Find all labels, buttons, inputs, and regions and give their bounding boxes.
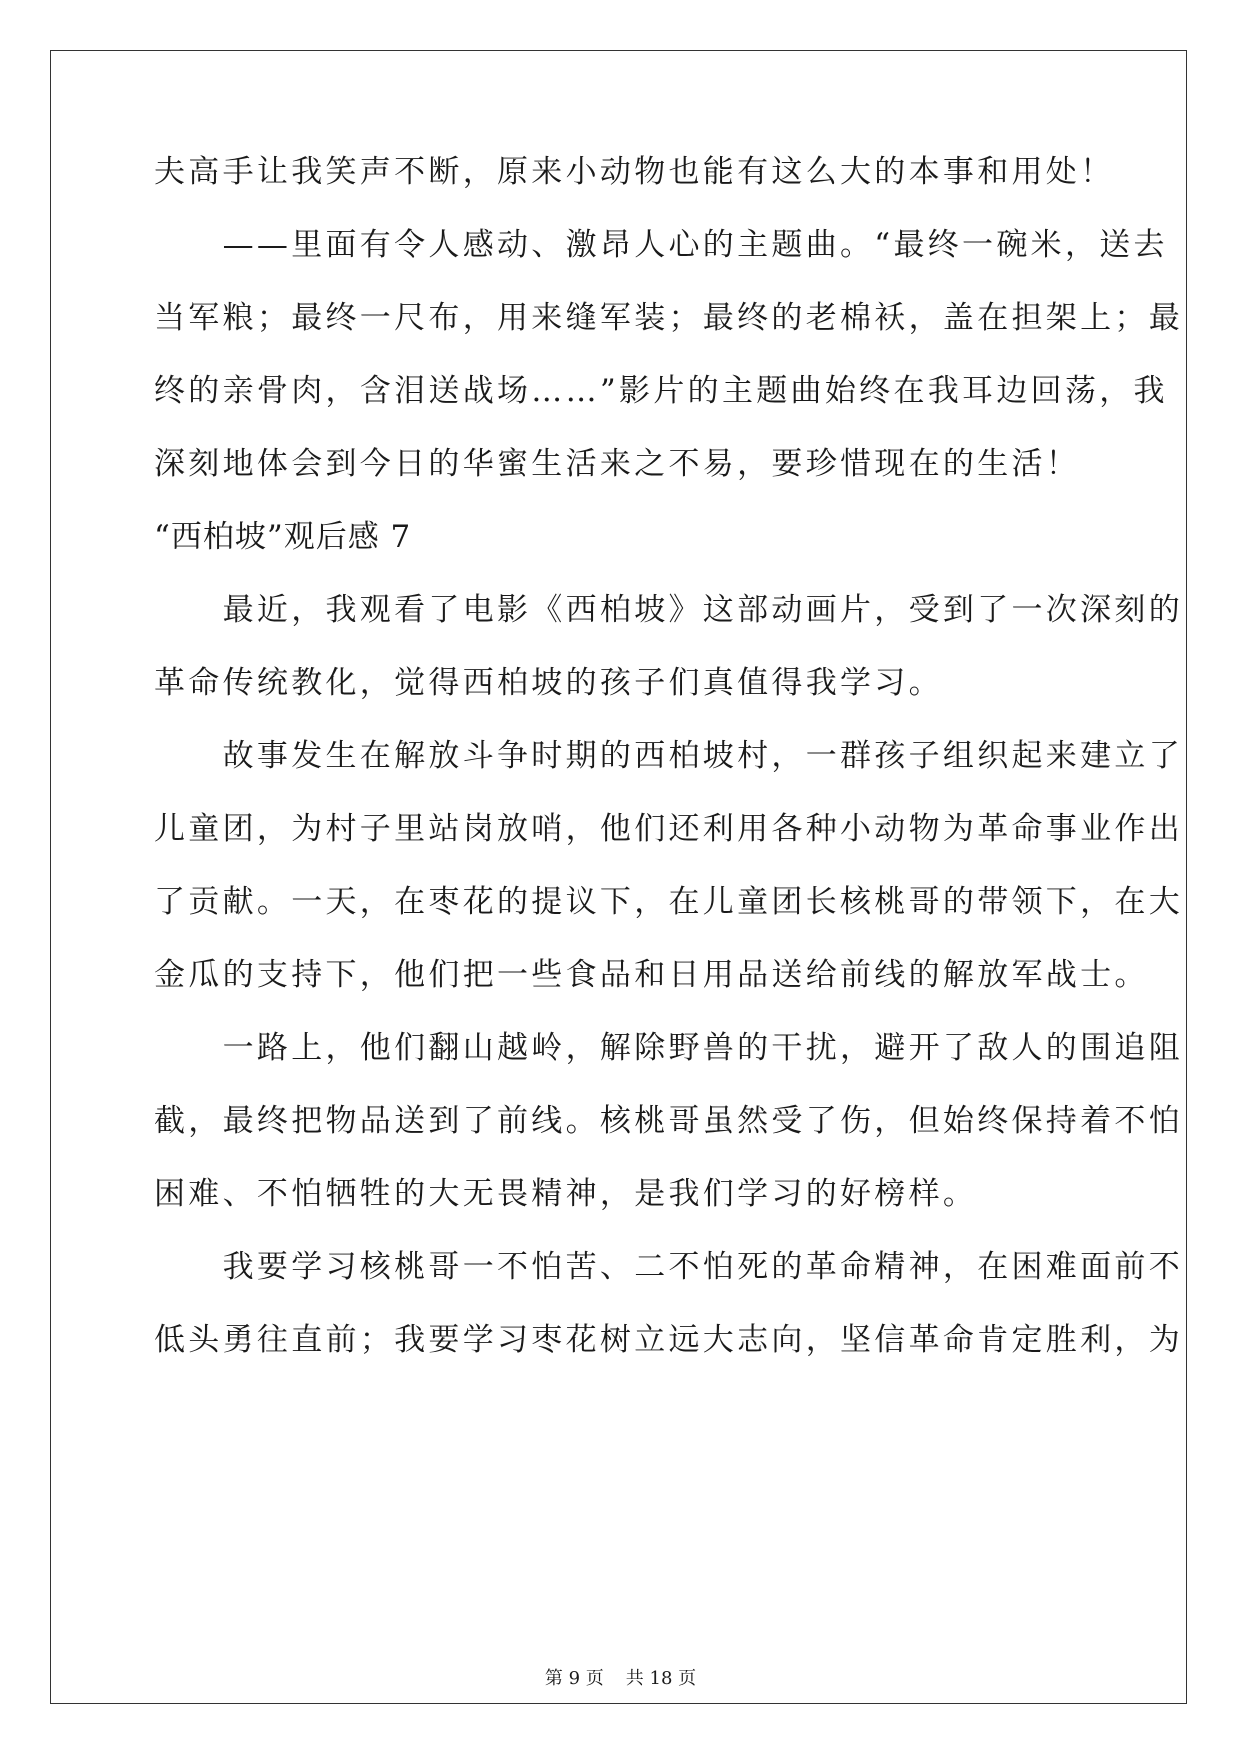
body-line: 革命传统教化，觉得西柏坡的孩子们真值得我学习。 [154,665,943,701]
body-line: 儿童团，为村子里站岗放哨，他们还利用各种小动物为革命事业作出 [154,811,1183,847]
body-line: ——里面有令人感动、激昂人心的主题曲。“最终一碗米，送去 [154,227,1168,263]
body-line: 一路上，他们翻山越岭，解除野兽的干扰，避开了敌人的围追阻 [154,1030,1183,1066]
body-line: 截，最终把物品送到了前线。核桃哥虽然受了伤，但始终保持着不怕 [154,1103,1183,1139]
page-number: 第 9 页 [544,1668,604,1689]
body-line: 金瓜的支持下，他们把一些食品和日用品送给前线的解放军战士。 [154,957,1149,993]
body-line: 低头勇往直前；我要学习枣花树立远大志向，坚信革命肯定胜利，为 [154,1322,1183,1358]
body-line: 当军粮；最终一尺布，用来缝军装；最终的老棉袄，盖在担架上；最 [154,300,1183,336]
body-line: 夫高手让我笑声不断，原来小动物也能有这么大的本事和用处！ [154,154,1115,190]
body-line: 最近，我观看了电影《西柏坡》这部动画片，受到了一次深刻的 [154,592,1183,628]
body-line: 深刻地体会到今日的华蜜生活来之不易，要珍惜现在的生活！ [154,446,1081,482]
body-line: 了贡献。一天，在枣花的提议下，在儿童团长核桃哥的带领下，在大 [154,884,1183,920]
page-footer [0,1664,1241,1690]
section-heading: “西柏坡”观后感 7 [154,519,412,555]
body-line: 我要学习核桃哥一不怕苦、二不怕死的革命精神，在困难面前不 [154,1249,1183,1285]
body-line: 终的亲骨肉，含泪送战场……”影片的主题曲始终在我耳边回荡，我 [154,373,1168,409]
total-pages: 共 18 页 [625,1668,697,1689]
body-line: 困难、不怕牺牲的大无畏精神，是我们学习的好榜样。 [154,1176,978,1212]
body-line: 故事发生在解放斗争时期的西柏坡村，一群孩子组织起来建立了 [154,738,1183,774]
